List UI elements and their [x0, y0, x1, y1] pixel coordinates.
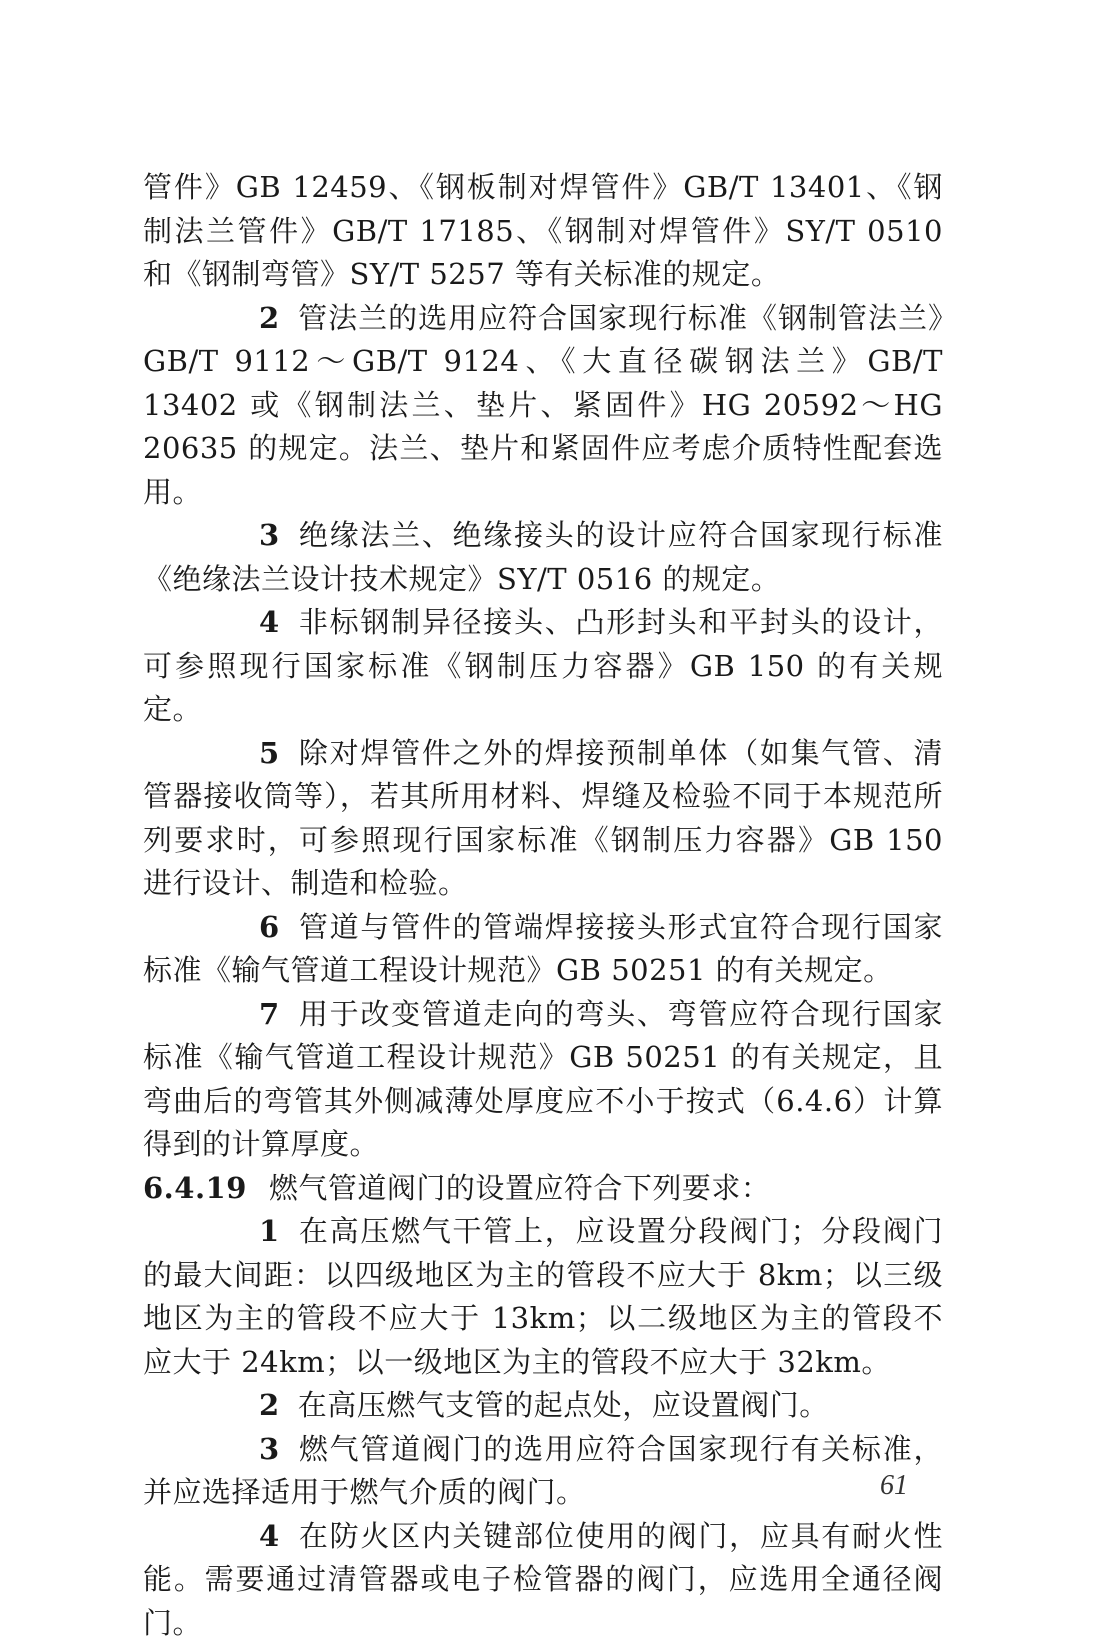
item-number: 6 — [201, 906, 280, 950]
item-number: 1 — [201, 1210, 280, 1254]
item-number: 7 — [201, 993, 280, 1037]
item-text: 管法兰的选用应符合国家现行标准《钢制管法兰》GB/T 9112～GB/T 9124、《大直径碳钢法兰》GB/T 13402 或《钢制法兰、垫片、紧固件》HG 20592～HG 20635 的规定。法兰、垫片和紧固件应考虑介质特性配套选用。 — [143, 301, 943, 509]
list-item-1 — [143, 1210, 943, 1384]
item-text: 在高压燃气干管上，应设置分段阀门；分段阀门的最大间距：以四级地区为主的管段不应大于 8km；以三级地区为主的管段不应大于 13km；以二级地区为主的管段不应大于 24km；以一级地区为主的管段不应大于 32km。 — [143, 1214, 943, 1379]
item-number: 2 — [201, 297, 280, 341]
item-number: 5 — [201, 732, 280, 776]
item-text: 除对焊管件之外的焊接预制单体（如集气管、清管器接收筒等），若其所用材料、焊缝及检验不同于本规范所列要求时，可参照现行国家标准《钢制压力容器》GB 150 进行设计、制造和检验。 — [143, 736, 943, 901]
list-item-3 — [143, 514, 943, 601]
clause-6-4-19 — [143, 1167, 943, 1211]
page-number: 61 — [880, 1470, 908, 1502]
item-number: 3 — [201, 514, 280, 558]
item-number: 3 — [201, 1428, 280, 1472]
list-item-6 — [143, 906, 943, 993]
list-item-7 — [143, 993, 943, 1167]
list-item-2b — [143, 1384, 943, 1428]
item-text: 非标钢制异径接头、凸形封头和平封头的设计，可参照现行国家标准《钢制压力容器》GB 150 的有关规定。 — [143, 605, 943, 726]
clause-number: 6.4.19 — [143, 1167, 247, 1211]
item-number: 4 — [201, 1515, 280, 1559]
list-item-3b — [143, 1428, 943, 1515]
paragraph-text: 管件》GB 12459、《钢板制对焊管件》GB/T 13401、《钢制法兰管件》GB/T 17185、《钢制对焊管件》SY/T 0510 和《钢制弯管》SY/T 5257 等有关标准的规定。 — [143, 170, 943, 291]
item-number: 2 — [201, 1384, 280, 1428]
item-text: 燃气管道阀门的选用应符合国家现行有关标准，并应选择适用于燃气介质的阀门。 — [143, 1432, 943, 1510]
clause-text: 燃气管道阀门的设置应符合下列要求： — [269, 1171, 771, 1205]
item-number: 4 — [201, 601, 280, 645]
item-text: 绝缘法兰、绝缘接头的设计应符合国家现行标准《绝缘法兰设计技术规定》SY/T 0516 的规定。 — [143, 518, 943, 596]
list-item-2 — [143, 297, 943, 515]
list-item-4 — [143, 601, 943, 732]
item-text: 用于改变管道走向的弯头、弯管应符合现行国家标准《输气管道工程设计规范》GB 50251 的有关规定，且弯曲后的弯管其外侧减薄处厚度应不小于按式（6.4.6）计算得到的计算厚度。 — [143, 997, 943, 1162]
paragraph-continuation — [143, 166, 943, 297]
item-text: 在高压燃气支管的起点处，应设置阀门。 — [298, 1388, 829, 1422]
page-body — [143, 166, 943, 1645]
item-text: 在防火区内关键部位使用的阀门，应具有耐火性能。需要通过清管器或电子检管器的阀门，应选用全通径阀门。 — [143, 1519, 943, 1640]
list-item-5 — [143, 732, 943, 906]
list-item-4b — [143, 1515, 943, 1645]
item-text: 管道与管件的管端焊接接头形式宜符合现行国家标准《输气管道工程设计规范》GB 50251 的有关规定。 — [143, 910, 943, 988]
